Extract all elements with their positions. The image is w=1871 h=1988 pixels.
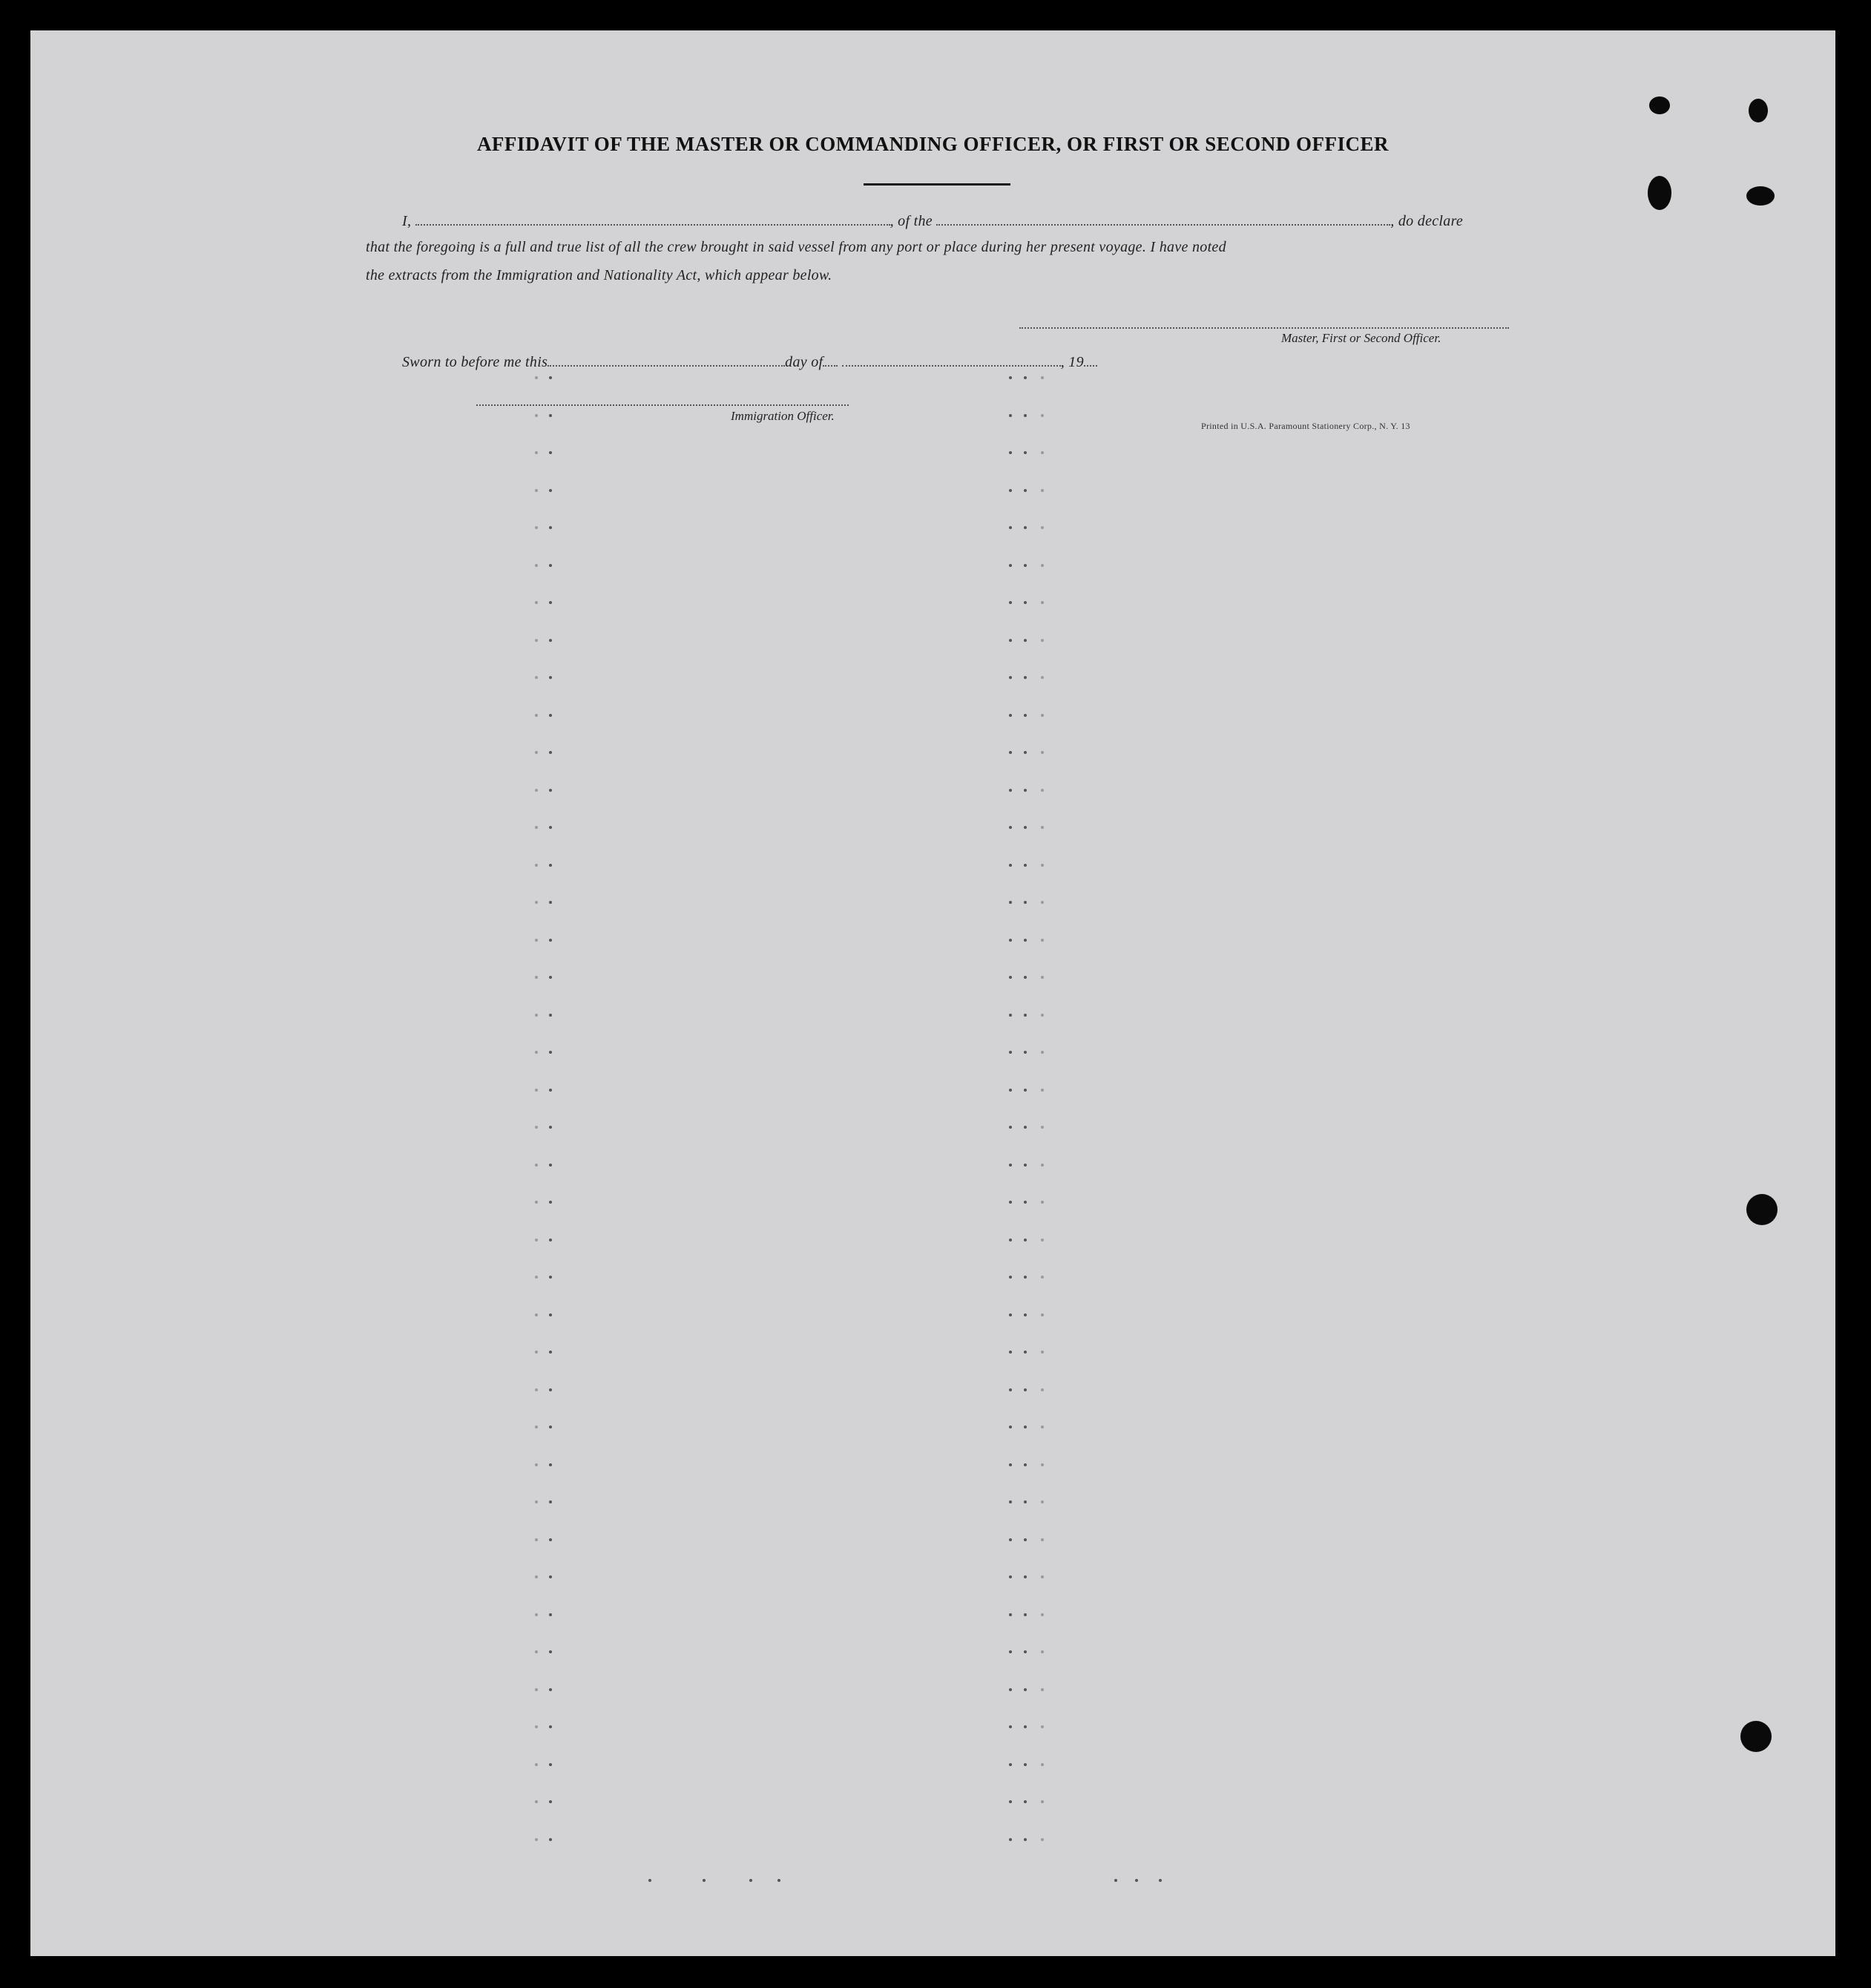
faint-mark: [1009, 676, 1012, 679]
faint-mark: [549, 1575, 552, 1578]
faint-mark: [1024, 1014, 1027, 1017]
faint-mark: [535, 939, 538, 942]
faint-mark: [1009, 751, 1012, 754]
faint-mark: [1041, 1426, 1044, 1428]
declaration-of-the: , of the: [890, 213, 933, 229]
faint-mark: [1024, 376, 1027, 379]
faint-mark: [1024, 489, 1027, 492]
faint-mark: [535, 1426, 538, 1428]
faint-mark: [1009, 1351, 1012, 1354]
faint-mark: [1009, 1313, 1012, 1316]
faint-mark: [1009, 414, 1012, 417]
faint-mark: [535, 864, 538, 867]
faint-mark: [1041, 1650, 1044, 1653]
faint-mark: [1009, 1426, 1012, 1428]
master-signature-line[interactable]: [1019, 327, 1509, 329]
faint-mark: [1009, 901, 1012, 904]
faint-mark: [1009, 451, 1012, 454]
faint-mark: [1041, 1239, 1044, 1241]
declaration-line-3: the extracts from the Immigration and Nationality Act, which appear below.: [366, 267, 832, 283]
faint-mark: [1024, 564, 1027, 567]
faint-mark: [535, 676, 538, 679]
faint-mark: [1024, 1538, 1027, 1541]
faint-mark: [1009, 1688, 1012, 1691]
faint-mark: [549, 639, 552, 642]
faint-mark: [1024, 1351, 1027, 1354]
faint-mark: [1009, 564, 1012, 567]
faint-mark: [535, 1650, 538, 1653]
faint-mark: [1024, 751, 1027, 754]
faint-mark: [1024, 1089, 1027, 1092]
vessel-name-field[interactable]: [936, 211, 1390, 226]
faint-mark: [1041, 714, 1044, 717]
faint-mark: [549, 1725, 552, 1728]
affidavit-page: [30, 30, 1835, 1956]
faint-mark: [535, 1201, 538, 1204]
faint-mark: [1009, 1126, 1012, 1129]
faint-mark: [549, 601, 552, 604]
faint-mark: [1041, 1126, 1044, 1129]
faint-mark: [1041, 864, 1044, 867]
faint-mark: [1024, 1126, 1027, 1129]
faint-mark: [1009, 1201, 1012, 1204]
faint-mark: [1024, 714, 1027, 717]
faint-mark: [1041, 1763, 1044, 1766]
faint-mark: [1041, 1538, 1044, 1541]
title-underline: [864, 183, 1010, 186]
printer-note: Printed in U.S.A. Paramount Stationery Corp., N. Y. 13: [1201, 421, 1410, 431]
faint-mark: [549, 1426, 552, 1428]
faint-mark: [535, 564, 538, 567]
faint-mark: [549, 1463, 552, 1466]
faint-mark: [1024, 1500, 1027, 1503]
faint-mark: [549, 1650, 552, 1653]
faint-mark: [777, 1879, 780, 1882]
faint-mark: [535, 976, 538, 979]
faint-mark: [1024, 976, 1027, 979]
faint-mark: [535, 1463, 538, 1466]
faint-mark: [1041, 1313, 1044, 1316]
faint-mark: [549, 1613, 552, 1616]
faint-mark: [1009, 1388, 1012, 1391]
faint-mark: [1041, 451, 1044, 454]
faint-mark: [1024, 1388, 1027, 1391]
faint-mark: [1041, 1014, 1044, 1017]
sworn-month-field-2[interactable]: [842, 352, 1061, 367]
faint-mark: [1041, 1089, 1044, 1092]
sworn-year-prefix: , 19: [1060, 354, 1084, 370]
affidavit-title: AFFIDAVIT OF THE MASTER OR COMMANDING OFFICER, OR FIRST OR SECOND OFFICER: [476, 133, 1390, 155]
punch-hole-top-right-1: [1649, 96, 1670, 114]
declaration-line-1: [402, 211, 1463, 230]
faint-mark: [1041, 1500, 1044, 1503]
faint-mark: [1009, 826, 1012, 829]
faint-mark: [535, 1613, 538, 1616]
faint-mark: [549, 1201, 552, 1204]
faint-mark: [1041, 1164, 1044, 1167]
faint-mark: [1009, 1538, 1012, 1541]
faint-mark: [549, 1538, 552, 1541]
faint-mark: [549, 1239, 552, 1241]
faint-mark: [535, 1575, 538, 1578]
faint-mark: [549, 939, 552, 942]
faint-mark: [648, 1879, 651, 1882]
punch-hole-top-right-2: [1749, 99, 1768, 122]
faint-mark: [1024, 414, 1027, 417]
faint-mark: [1009, 1800, 1012, 1803]
faint-mark: [535, 714, 538, 717]
faint-mark: [1009, 1613, 1012, 1616]
faint-mark: [1041, 1575, 1044, 1578]
faint-mark: [535, 1800, 538, 1803]
faint-mark: [1009, 1014, 1012, 1017]
faint-mark: [1009, 789, 1012, 792]
faint-mark: [1009, 1650, 1012, 1653]
faint-mark: [535, 1014, 538, 1017]
sworn-day-of: day of: [785, 354, 823, 370]
faint-mark: [1041, 976, 1044, 979]
immigration-officer-label: Immigration Officer.: [731, 409, 835, 423]
punch-hole-top-right-4: [1746, 186, 1775, 206]
immigration-officer-signature-line[interactable]: [476, 404, 849, 406]
faint-mark: [1009, 376, 1012, 379]
faint-mark: [549, 414, 552, 417]
faint-mark: [1024, 1463, 1027, 1466]
declaration-i: I,: [402, 213, 412, 229]
faint-mark: [535, 489, 538, 492]
faint-mark: [549, 1126, 552, 1129]
faint-mark: [1041, 1388, 1044, 1391]
faint-mark: [1041, 414, 1044, 417]
faint-mark: [1024, 1164, 1027, 1167]
faint-mark: [535, 1763, 538, 1766]
faint-mark: [549, 751, 552, 754]
faint-mark: [1041, 1800, 1044, 1803]
faint-mark: [535, 789, 538, 792]
faint-mark: [1114, 1879, 1117, 1882]
faint-mark: [1024, 1838, 1027, 1841]
declaration-do-declare: , do declare: [1390, 213, 1464, 229]
faint-mark: [1009, 1575, 1012, 1578]
faint-mark: [1041, 1688, 1044, 1691]
faint-mark: [549, 1763, 552, 1766]
faint-mark: [1024, 1613, 1027, 1616]
faint-mark: [535, 1838, 538, 1841]
faint-mark: [535, 1164, 538, 1167]
faint-mark: [1009, 1463, 1012, 1466]
faint-mark: [1041, 1201, 1044, 1204]
faint-mark: [1009, 601, 1012, 604]
faint-mark: [1009, 1838, 1012, 1841]
faint-mark: [1041, 1463, 1044, 1466]
faint-mark: [535, 1313, 538, 1316]
faint-mark: [1009, 939, 1012, 942]
faint-mark: [535, 376, 538, 379]
punch-hole-middle-right: [1746, 1194, 1778, 1225]
faint-mark: [1024, 639, 1027, 642]
sworn-prefix: Sworn to before me this: [402, 354, 548, 370]
faint-mark: [1135, 1879, 1138, 1882]
master-signature-label: Master, First or Second Officer.: [1281, 331, 1441, 345]
faint-mark: [1024, 451, 1027, 454]
faint-mark: [535, 1239, 538, 1241]
faint-mark: [535, 1351, 538, 1354]
faint-mark: [549, 1388, 552, 1391]
declaration-line-2: that the foregoing is a full and true list of all the crew brought in said vessel from any port or place during her present voyage. I have noted: [366, 239, 1226, 255]
faint-mark: [1024, 676, 1027, 679]
faint-mark: [703, 1879, 706, 1882]
faint-mark: [549, 1688, 552, 1691]
faint-mark: [1024, 939, 1027, 942]
faint-mark: [1009, 1239, 1012, 1241]
faint-mark: [549, 826, 552, 829]
faint-mark: [549, 1800, 552, 1803]
faint-mark: [1024, 1725, 1027, 1728]
faint-mark: [1009, 714, 1012, 717]
faint-mark: [1009, 1164, 1012, 1167]
faint-mark: [535, 1500, 538, 1503]
faint-mark: [1024, 1426, 1027, 1428]
declarant-name-field[interactable]: [415, 211, 890, 226]
faint-mark: [1024, 1575, 1027, 1578]
faint-mark: [549, 1351, 552, 1354]
sworn-line: [402, 352, 1097, 371]
faint-mark: [535, 526, 538, 529]
faint-mark: [535, 1126, 538, 1129]
faint-mark: [1041, 601, 1044, 604]
faint-mark: [535, 901, 538, 904]
faint-mark: [535, 451, 538, 454]
faint-mark: [1009, 1276, 1012, 1279]
faint-mark: [549, 1276, 552, 1279]
faint-mark: [535, 414, 538, 417]
faint-mark: [549, 489, 552, 492]
faint-mark: [1009, 1051, 1012, 1054]
faint-mark: [535, 1538, 538, 1541]
faint-mark: [1041, 1725, 1044, 1728]
faint-mark: [1041, 826, 1044, 829]
faint-mark: [549, 451, 552, 454]
faint-mark: [1041, 1613, 1044, 1616]
faint-mark: [535, 1089, 538, 1092]
faint-mark: [1041, 789, 1044, 792]
punch-hole-lower-right: [1740, 1721, 1772, 1752]
faint-mark: [535, 639, 538, 642]
faint-mark: [549, 376, 552, 379]
faint-mark: [1041, 564, 1044, 567]
faint-mark: [1009, 639, 1012, 642]
faint-mark: [1009, 976, 1012, 979]
faint-mark: [549, 676, 552, 679]
faint-mark: [1159, 1879, 1162, 1882]
faint-mark: [1041, 939, 1044, 942]
faint-mark: [1041, 526, 1044, 529]
faint-mark: [535, 1388, 538, 1391]
faint-mark: [535, 1051, 538, 1054]
faint-mark: [535, 826, 538, 829]
faint-mark: [1024, 601, 1027, 604]
faint-mark: [1009, 1763, 1012, 1766]
faint-mark: [1041, 639, 1044, 642]
faint-mark: [1024, 1313, 1027, 1316]
faint-mark: [1024, 1276, 1027, 1279]
faint-mark: [549, 1500, 552, 1503]
faint-mark: [535, 1688, 538, 1691]
faint-mark: [1009, 1725, 1012, 1728]
faint-mark: [1024, 1763, 1027, 1766]
faint-mark: [549, 1313, 552, 1316]
faint-mark: [1041, 901, 1044, 904]
faint-mark: [1024, 1800, 1027, 1803]
faint-mark: [1041, 1838, 1044, 1841]
faint-mark: [1024, 1650, 1027, 1653]
faint-mark: [1024, 1239, 1027, 1241]
sworn-year-field[interactable]: [1084, 352, 1097, 367]
faint-mark: [1024, 1688, 1027, 1691]
faint-mark: [535, 751, 538, 754]
faint-mark: [1041, 489, 1044, 492]
faint-mark: [549, 1014, 552, 1017]
faint-mark: [1024, 826, 1027, 829]
faint-mark: [1024, 789, 1027, 792]
faint-mark: [549, 789, 552, 792]
faint-mark: [1024, 1051, 1027, 1054]
faint-mark: [1024, 526, 1027, 529]
faint-mark: [535, 1276, 538, 1279]
punch-hole-top-right-3: [1648, 176, 1671, 210]
sworn-month-field[interactable]: [823, 352, 838, 367]
faint-mark: [1041, 676, 1044, 679]
faint-mark: [535, 601, 538, 604]
faint-mark: [549, 864, 552, 867]
faint-mark: [749, 1879, 752, 1882]
faint-mark: [1024, 1201, 1027, 1204]
faint-mark: [549, 976, 552, 979]
faint-mark: [549, 564, 552, 567]
faint-mark: [549, 1089, 552, 1092]
faint-mark: [1041, 1051, 1044, 1054]
faint-mark: [1009, 864, 1012, 867]
faint-mark: [549, 714, 552, 717]
sworn-day-field[interactable]: [548, 352, 785, 367]
faint-mark: [1041, 751, 1044, 754]
faint-mark: [1009, 526, 1012, 529]
faint-mark: [549, 901, 552, 904]
faint-mark: [1041, 1276, 1044, 1279]
faint-mark: [1024, 864, 1027, 867]
faint-mark: [1009, 1500, 1012, 1503]
faint-mark: [1009, 1089, 1012, 1092]
faint-mark: [1041, 376, 1044, 379]
faint-mark: [1041, 1351, 1044, 1354]
faint-mark: [1009, 489, 1012, 492]
faint-mark: [535, 1725, 538, 1728]
faint-mark: [549, 1051, 552, 1054]
faint-mark: [1024, 901, 1027, 904]
faint-mark: [549, 1164, 552, 1167]
faint-mark: [549, 526, 552, 529]
faint-mark: [549, 1838, 552, 1841]
